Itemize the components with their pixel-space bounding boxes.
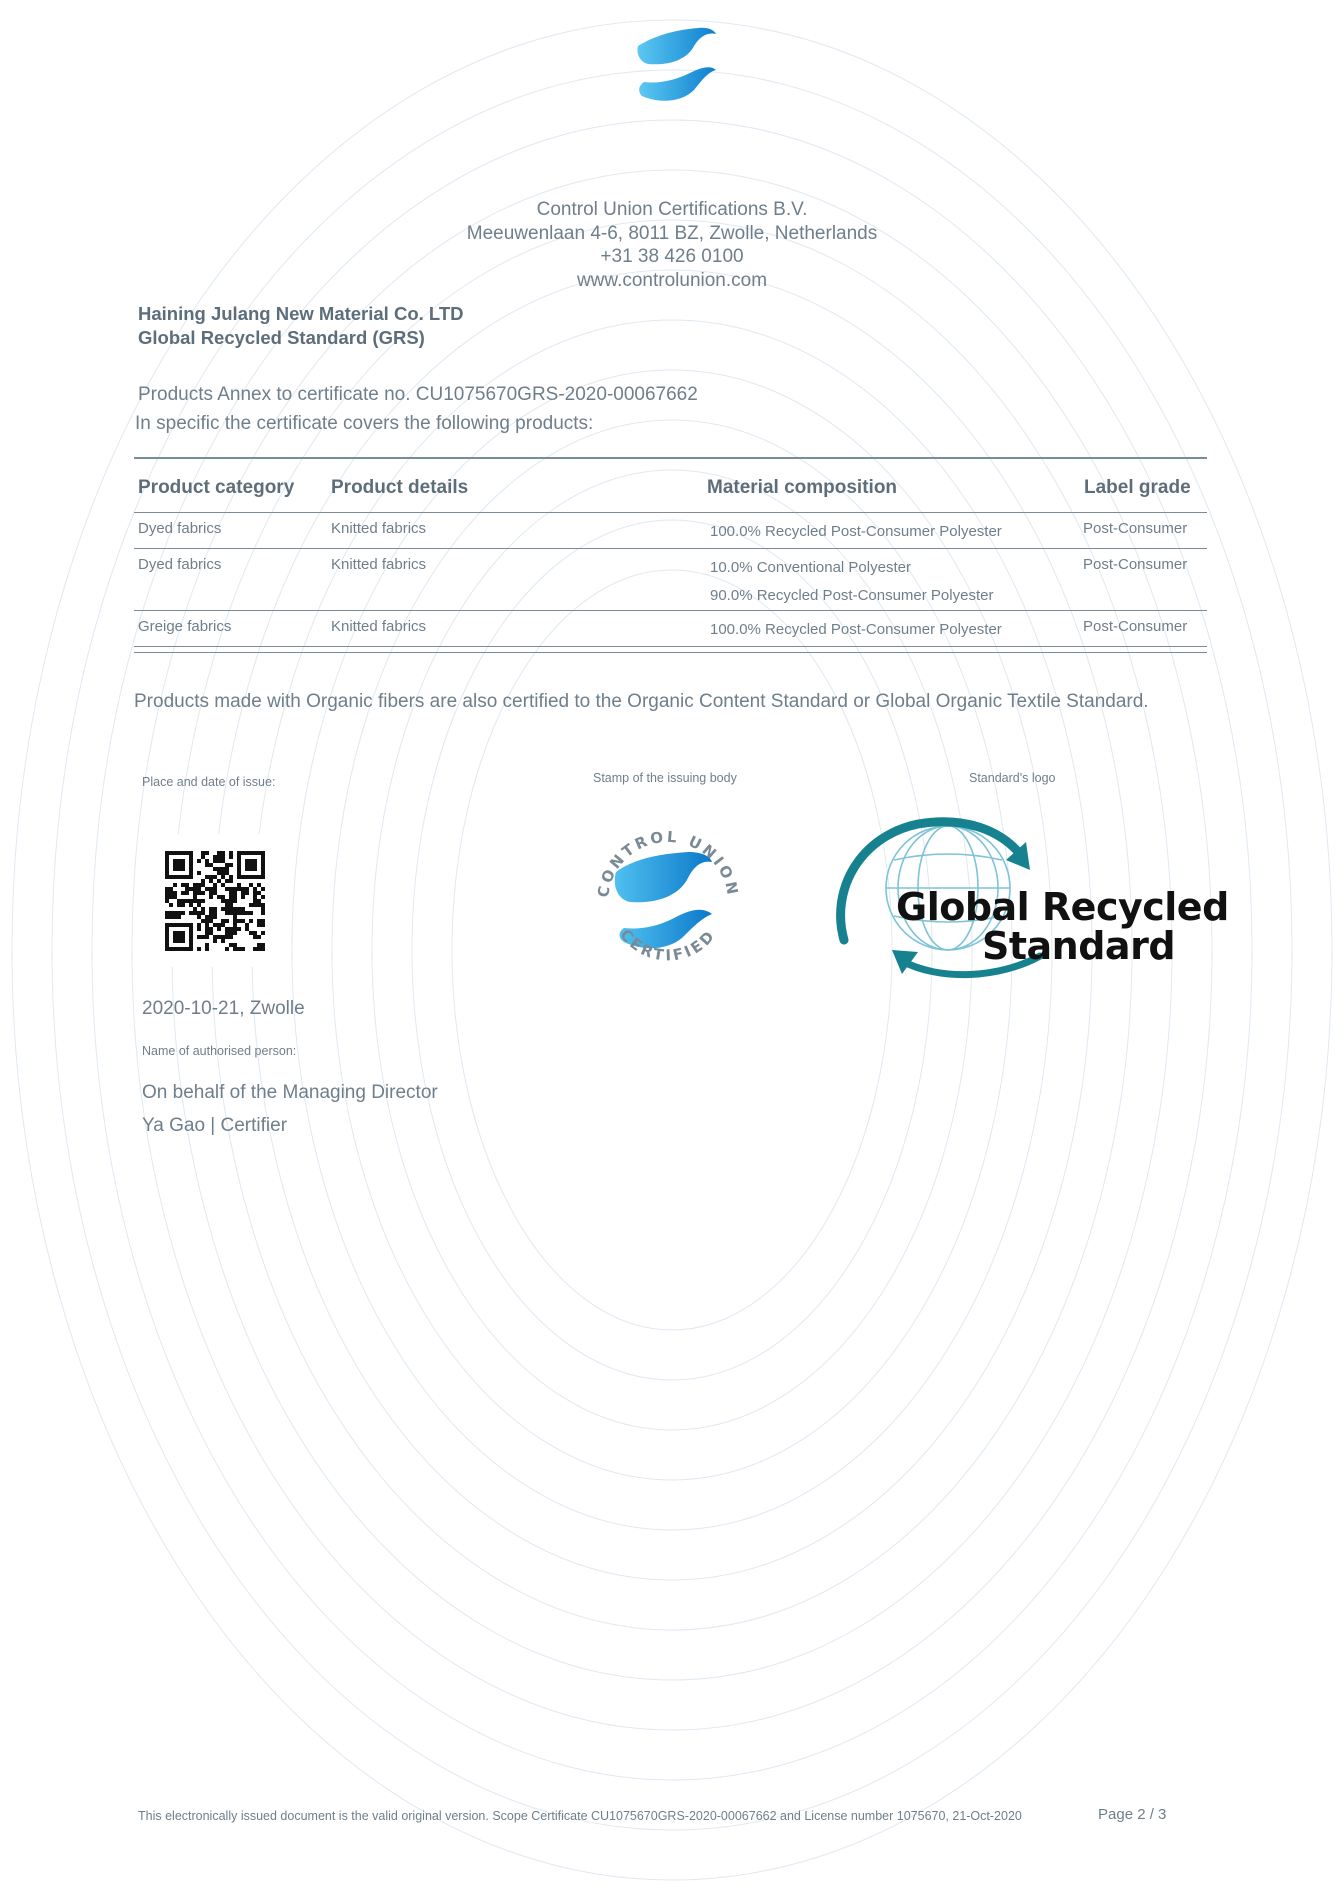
header-product-category: Product category (138, 477, 295, 498)
issuer-website[interactable]: www.controlunion.com (576, 269, 768, 291)
certified-company (138, 302, 464, 350)
authorised-person-label: Name of authorised person: (142, 1044, 297, 1058)
signatory-name: Ya Gao | Certifier (142, 1115, 288, 1136)
qr-code-icon (165, 851, 265, 951)
stamp-bottom-text: CERTIFIED (616, 925, 720, 965)
annex-intro: In specific the certificate covers the following products: (135, 413, 594, 434)
company-standard: Global Recycled Standard (GRS) (138, 327, 425, 348)
table-header (134, 459, 1207, 513)
control-union-certified-stamp (580, 810, 756, 986)
cell-details: Knitted fabrics (331, 556, 427, 573)
cell-grade: Post-Consumer (1083, 618, 1188, 635)
cell-grade: Post-Consumer (1083, 556, 1188, 573)
cell-composition: 100.0% Recycled Post-Consumer Polyester (710, 621, 1002, 638)
cell-category: Greige fabrics (138, 618, 232, 635)
header-material-composition: Material composition (707, 477, 898, 498)
cell-details: Knitted fabrics (331, 618, 427, 635)
stamp-label: Stamp of the issuing body (593, 771, 737, 785)
table-row (134, 611, 1207, 647)
issuer-block (0, 198, 1344, 292)
issue-date: 2020-10-21, Zwolle (142, 998, 305, 1019)
table-row (134, 513, 1207, 549)
cell-category: Dyed fabrics (138, 520, 222, 537)
grs-logo-line2: Standard (982, 924, 1176, 968)
grs-logo (830, 810, 1229, 990)
stamp-top-text: CONTROL UNION (593, 827, 743, 899)
issuer-phone: +31 38 426 0100 (600, 246, 744, 267)
qr-code[interactable] (142, 834, 288, 967)
control-union-logo-icon (634, 24, 718, 106)
signatory-behalf: On behalf of the Managing Director (142, 1082, 438, 1103)
standard-logo-label: Standard's logo (969, 771, 1056, 785)
cell-category: Dyed fabrics (138, 556, 222, 573)
issuer-address: Meeuwenlaan 4-6, 8011 BZ, Zwolle, Netherlands (466, 222, 878, 244)
table-row (134, 549, 1207, 611)
place-date-label: Place and date of issue: (142, 775, 276, 789)
page-number: Page 2 / 3 (1098, 1806, 1167, 1823)
cell-details: Knitted fabrics (331, 520, 427, 537)
cell-grade: Post-Consumer (1083, 520, 1188, 537)
grs-logo-line1: Global Recycled (896, 885, 1229, 929)
cell-composition: 100.0% Recycled Post-Consumer Polyester (710, 523, 1002, 540)
annex-title: Products Annex to certificate no. CU1075670GRS-2020-00067662 (138, 384, 698, 405)
cell-composition: 90.0% Recycled Post-Consumer Polyester (710, 587, 994, 604)
products-table (134, 457, 1207, 653)
issuer-name: Control Union Certifications B.V. (536, 199, 808, 220)
organic-note: Products made with Organic fibers are also certified to the Organic Content Standard or Global Organic Textile Standard. (134, 691, 1149, 712)
company-name: Haining Julang New Material Co. LTD (138, 303, 464, 324)
header-label-grade: Label grade (1084, 477, 1191, 498)
cell-composition: 10.0% Conventional Polyester (710, 559, 911, 576)
header-product-details: Product details (331, 477, 469, 498)
footer-note: This electronically issued document is the valid original version. Scope Certificate CU1075670GRS-2020-00067662 and License number 1075670, 21-Oct-2020 (138, 1809, 1022, 1823)
